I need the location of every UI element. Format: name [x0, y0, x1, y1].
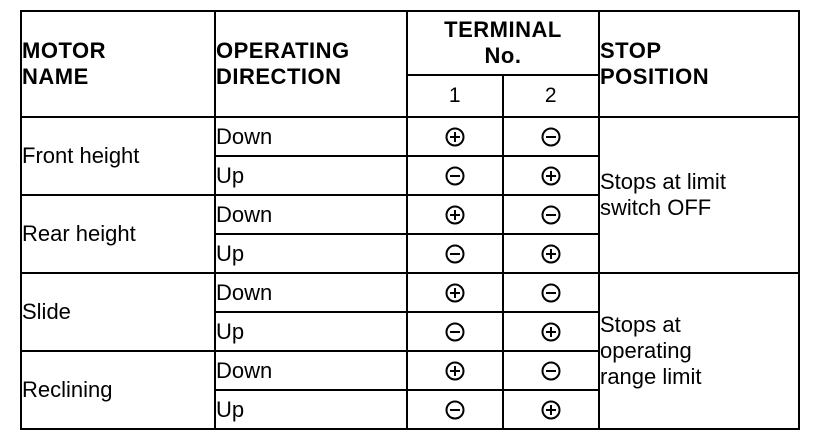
- header-terminal-no: [407, 11, 599, 75]
- stop-position-line: operating: [600, 338, 692, 363]
- terminal-1-cell: [407, 117, 503, 156]
- terminal-1-cell: [407, 195, 503, 234]
- header-stop-position-line1: STOP: [600, 38, 662, 63]
- circled-minus-icon: [445, 400, 465, 420]
- header-terminal-line2: No.: [484, 43, 522, 68]
- motor-name-cell: Rear height: [21, 195, 215, 273]
- motor-name-cell: Front height: [21, 117, 215, 195]
- circled-minus-icon: [541, 127, 561, 147]
- circled-minus-icon: [445, 244, 465, 264]
- stop-position-cell: [599, 273, 799, 429]
- circled-minus-icon: [541, 205, 561, 225]
- direction-cell: Up: [215, 234, 407, 273]
- circled-minus-icon: [541, 283, 561, 303]
- header-terminal-line1: TERMINAL: [444, 17, 562, 42]
- circled-plus-icon: [445, 283, 465, 303]
- header-operating-direction-line1: OPERATING: [216, 38, 350, 63]
- terminal-1-cell: [407, 390, 503, 429]
- direction-cell: Down: [215, 351, 407, 390]
- terminal-1-cell: [407, 351, 503, 390]
- motor-name-cell: Slide: [21, 273, 215, 351]
- header-operating-direction-line2: DIRECTION: [216, 64, 342, 89]
- circled-minus-icon: [445, 322, 465, 342]
- terminal-1-cell: [407, 312, 503, 351]
- circled-minus-icon: [445, 166, 465, 186]
- terminal-2-cell: [503, 312, 599, 351]
- header-stop-position: [599, 11, 799, 117]
- header-operating-direction: [215, 11, 407, 117]
- header-terminal-1: 1: [407, 75, 503, 117]
- direction-cell: Down: [215, 195, 407, 234]
- direction-cell: Down: [215, 117, 407, 156]
- circled-plus-icon: [445, 127, 465, 147]
- terminal-1-cell: [407, 156, 503, 195]
- terminal-2-cell: [503, 117, 599, 156]
- header-stop-position-line2: POSITION: [600, 64, 710, 89]
- header-motor-name-line2: NAME: [22, 64, 89, 89]
- direction-cell: Up: [215, 312, 407, 351]
- header-motor-name: [21, 11, 215, 117]
- direction-cell: Down: [215, 273, 407, 312]
- table-row: [21, 273, 799, 312]
- stop-position-line: range limit: [600, 364, 702, 389]
- circled-plus-icon: [445, 361, 465, 381]
- terminal-2-cell: [503, 156, 599, 195]
- stop-position-line: switch OFF: [600, 195, 712, 220]
- terminal-2-cell: [503, 390, 599, 429]
- circled-plus-icon: [445, 205, 465, 225]
- terminal-2-cell: [503, 273, 599, 312]
- circled-plus-icon: [541, 166, 561, 186]
- motor-name-cell: Reclining: [21, 351, 215, 429]
- circled-plus-icon: [541, 400, 561, 420]
- motor-operation-table: [20, 10, 800, 430]
- stop-position-line: Stops at: [600, 312, 681, 337]
- terminal-2-cell: [503, 195, 599, 234]
- stop-position-cell: [599, 117, 799, 273]
- terminal-1-cell: [407, 234, 503, 273]
- table-row: [21, 117, 799, 156]
- header-motor-name-line1: MOTOR: [22, 38, 106, 63]
- table-body: [21, 117, 799, 429]
- stop-position-line: Stops at limit: [600, 169, 726, 194]
- circled-minus-icon: [541, 361, 561, 381]
- header-terminal-2: 2: [503, 75, 599, 117]
- direction-cell: Up: [215, 156, 407, 195]
- terminal-2-cell: [503, 234, 599, 273]
- circled-plus-icon: [541, 244, 561, 264]
- terminal-2-cell: [503, 351, 599, 390]
- terminal-1-cell: [407, 273, 503, 312]
- circled-plus-icon: [541, 322, 561, 342]
- direction-cell: Up: [215, 390, 407, 429]
